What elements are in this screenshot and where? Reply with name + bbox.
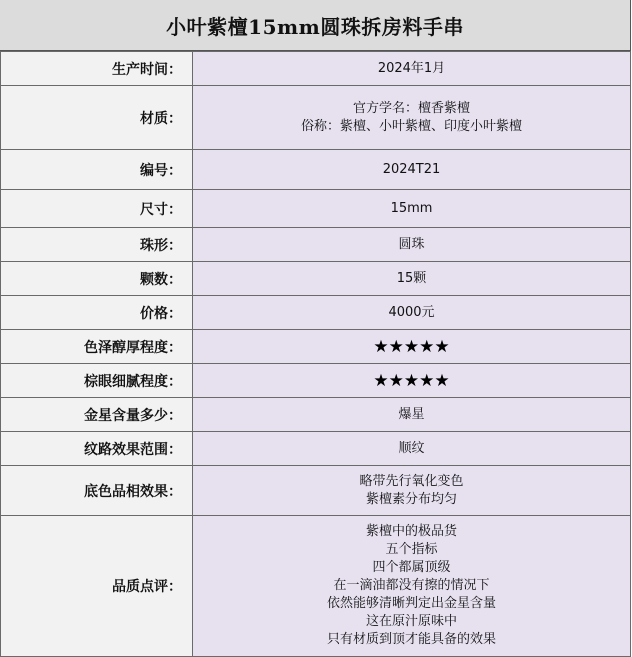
table-row (1, 432, 631, 466)
row-label-serial: 编号： (1, 150, 193, 190)
value-line: 2024T21 (382, 161, 441, 177)
table-row (1, 330, 631, 364)
value-line: 顺纹 (398, 440, 425, 456)
value-line: 这在原汁原味中 (365, 614, 457, 629)
value-line: 4000元 (388, 304, 435, 320)
table-row (1, 86, 631, 150)
sheet-title: 小叶紫檀15mm圆珠拆房料手串 (0, 0, 630, 51)
row-label-price: 价格： (1, 296, 193, 330)
table-row (1, 150, 631, 190)
value-line: 紫檀中的极品货 (365, 524, 457, 539)
row-label-gold-star: 金星含量多少： (1, 398, 193, 432)
table-row (1, 228, 631, 262)
table-row (1, 190, 631, 228)
value-line: 紫檀素分布均匀 (365, 491, 457, 507)
value-line: 爆星 (398, 406, 425, 422)
row-label-grain-range: 纹路效果范围： (1, 432, 193, 466)
table-row (1, 296, 631, 330)
value-line: 只有材质到顶才能具备的效果 (326, 632, 496, 647)
row-label-base-color: 底色品相效果： (1, 466, 193, 516)
star-rating: ★★★★★ (373, 336, 450, 357)
row-label-material: 材质： (1, 86, 193, 150)
row-label-quality-review: 品质点评： (1, 516, 193, 657)
value-line: 2024年1月 (377, 60, 446, 76)
value-line: 圆珠 (398, 236, 425, 252)
value-line: 五个指标 (385, 542, 438, 557)
value-line: 依然能够清晰判定出金星含量 (326, 596, 496, 611)
table-row (1, 364, 631, 398)
row-label-count: 颗数： (1, 262, 193, 296)
table-row (1, 516, 631, 657)
row-label-color-depth: 色泽醇厚程度： (1, 330, 193, 364)
spec-table (0, 51, 631, 657)
table-row (1, 466, 631, 516)
value-line: 在一滴油都没有擦的情况下 (333, 578, 490, 593)
value-line: 官方学名：檀香紫檀 (352, 100, 470, 116)
row-label-pore-fineness: 棕眼细腻程度： (1, 364, 193, 398)
row-value-material (193, 86, 631, 150)
row-value-quality-review (193, 516, 631, 657)
value-line: 15mm (390, 200, 433, 216)
table-row (1, 262, 631, 296)
row-value-grain-range (193, 432, 631, 466)
row-value-gold-star (193, 398, 631, 432)
row-value-pore-fineness (193, 364, 631, 398)
star-rating: ★★★★★ (373, 370, 450, 391)
row-value-size (193, 190, 631, 228)
value-line: 15颗 (396, 270, 427, 286)
row-label-production-time: 生产时间： (1, 52, 193, 86)
table-row (1, 52, 631, 86)
row-value-base-color (193, 466, 631, 516)
value-line: 俗称：紫檀、小叶紫檀、印度小叶紫檀 (300, 118, 522, 134)
row-label-size: 尺寸： (1, 190, 193, 228)
row-value-price (193, 296, 631, 330)
row-value-color-depth (193, 330, 631, 364)
row-value-count (193, 262, 631, 296)
value-line: 四个都属顶级 (372, 560, 451, 575)
row-value-bead-shape (193, 228, 631, 262)
row-value-serial (193, 150, 631, 190)
value-line: 略带先行氧化变色 (359, 473, 464, 489)
row-value-production-time (193, 52, 631, 86)
table-row (1, 398, 631, 432)
row-label-bead-shape: 珠形： (1, 228, 193, 262)
